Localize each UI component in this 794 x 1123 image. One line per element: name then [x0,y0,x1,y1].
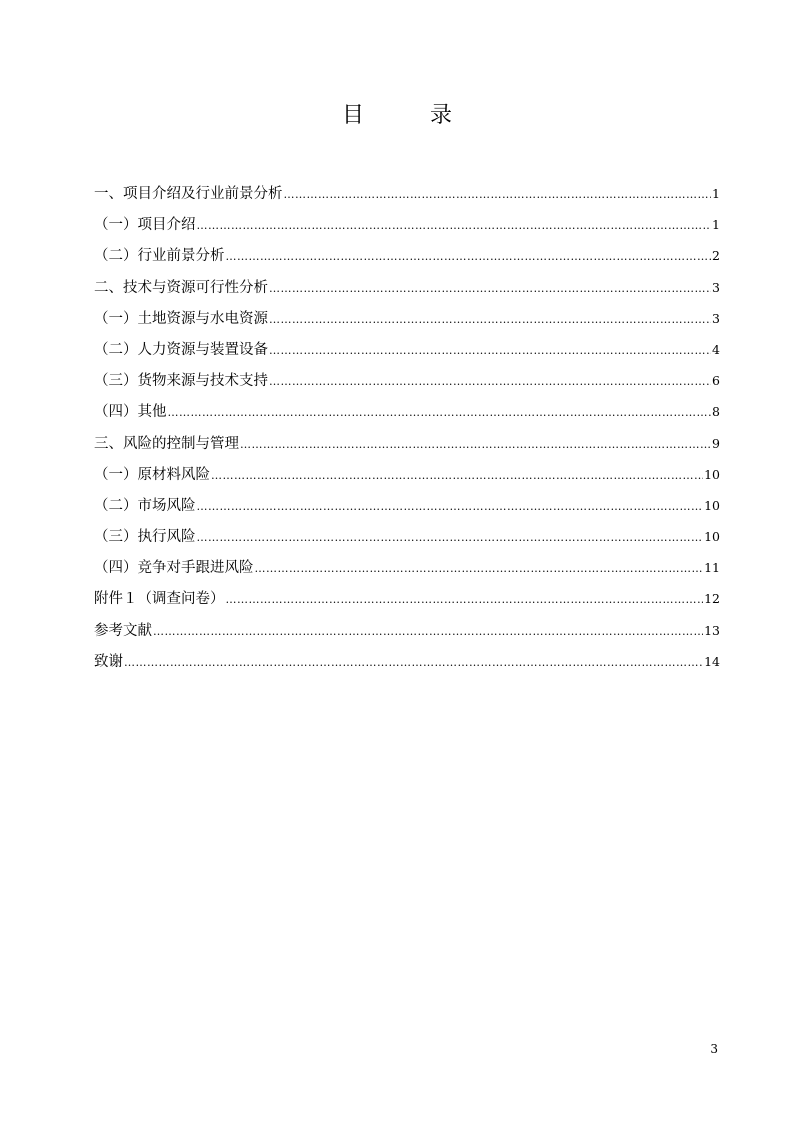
toc-entry[interactable] [94,272,720,303]
toc-entry-text: （二）人力资源与装置设备 [94,341,268,358]
toc-entry[interactable] [94,552,720,583]
toc-entry[interactable] [94,459,720,490]
toc-entry-page: 3 [712,310,720,326]
toc-entry[interactable] [94,178,720,209]
toc-entry-text: （三）货物来源与技术支持 [94,373,268,390]
toc-entry[interactable] [94,428,720,459]
toc-dot-leader [197,491,704,522]
toc-dot-leader [240,429,711,460]
toc-entry-page: 10 [704,466,720,482]
toc-entry-page: 11 [704,560,720,576]
toc-entry-page: 1 [712,217,720,233]
toc-entry[interactable] [94,303,720,334]
toc-entry-page: 13 [704,622,720,638]
toc-entry-page: 1 [712,186,720,201]
table-of-contents [94,178,720,677]
toc-dot-leader [255,553,704,584]
toc-dot-leader [269,273,711,304]
toc-dot-leader [168,397,712,428]
toc-dot-leader [269,304,711,335]
toc-entry[interactable] [94,615,720,646]
toc-entry-page: 14 [704,653,720,669]
toc-dot-leader [269,335,711,366]
toc-entry-page: 8 [712,404,720,420]
toc-entry[interactable] [94,365,720,396]
toc-dot-leader [284,179,712,210]
toc-entry-text: 一、项目介绍及行业前景分析 [94,186,283,202]
toc-entry-page: 12 [704,591,720,607]
toc-entry-text: （二）市场风险 [94,497,196,514]
toc-entry[interactable] [94,240,720,271]
toc-dot-leader [124,647,703,678]
toc-entry[interactable] [94,334,720,365]
toc-entry[interactable] [94,209,720,240]
toc-entry-page: 4 [712,341,720,357]
toc-entry-page: 10 [704,529,720,545]
toc-dot-leader [197,210,712,241]
toc-entry[interactable] [94,396,720,427]
toc-entry-text: （四）竞争对手跟进风险 [94,560,254,577]
toc-entry-page: 6 [712,373,720,389]
toc-entry-page: 2 [712,248,720,264]
toc-dot-leader [226,241,712,272]
toc-entry-text: 三、风险的控制与管理 [94,435,239,452]
toc-entry-text: （一）土地资源与水电资源 [94,310,268,327]
toc-entry-text: （一）项目介绍 [94,217,196,234]
toc-dot-leader [211,460,703,491]
page-number: 3 [710,1042,718,1056]
toc-dot-leader [269,366,711,397]
toc-entry[interactable] [94,583,720,614]
toc-entry-page: 3 [712,279,720,295]
toc-entry-page: 9 [712,435,720,451]
toc-entry[interactable] [94,521,720,552]
toc-entry-text: 致谢 [94,653,123,670]
toc-entry[interactable] [94,646,720,677]
toc-title: 目 录 [341,103,474,128]
toc-dot-leader [153,616,703,647]
toc-dot-leader [197,522,704,553]
toc-entry-text: 附件１（调查问卷） [94,591,225,608]
toc-entry-page: 10 [704,497,720,513]
toc-entry[interactable] [94,490,720,521]
toc-entry-text: 二、技术与资源可行性分析 [94,279,268,296]
toc-entry-text: （一）原材料风险 [94,466,210,483]
toc-dot-leader [226,584,704,615]
toc-entry-text: （三）执行风险 [94,529,196,546]
toc-entry-text: 参考文献 [94,622,152,639]
toc-entry-text: （二）行业前景分析 [94,248,225,265]
toc-entry-text: （四）其他 [94,404,167,421]
